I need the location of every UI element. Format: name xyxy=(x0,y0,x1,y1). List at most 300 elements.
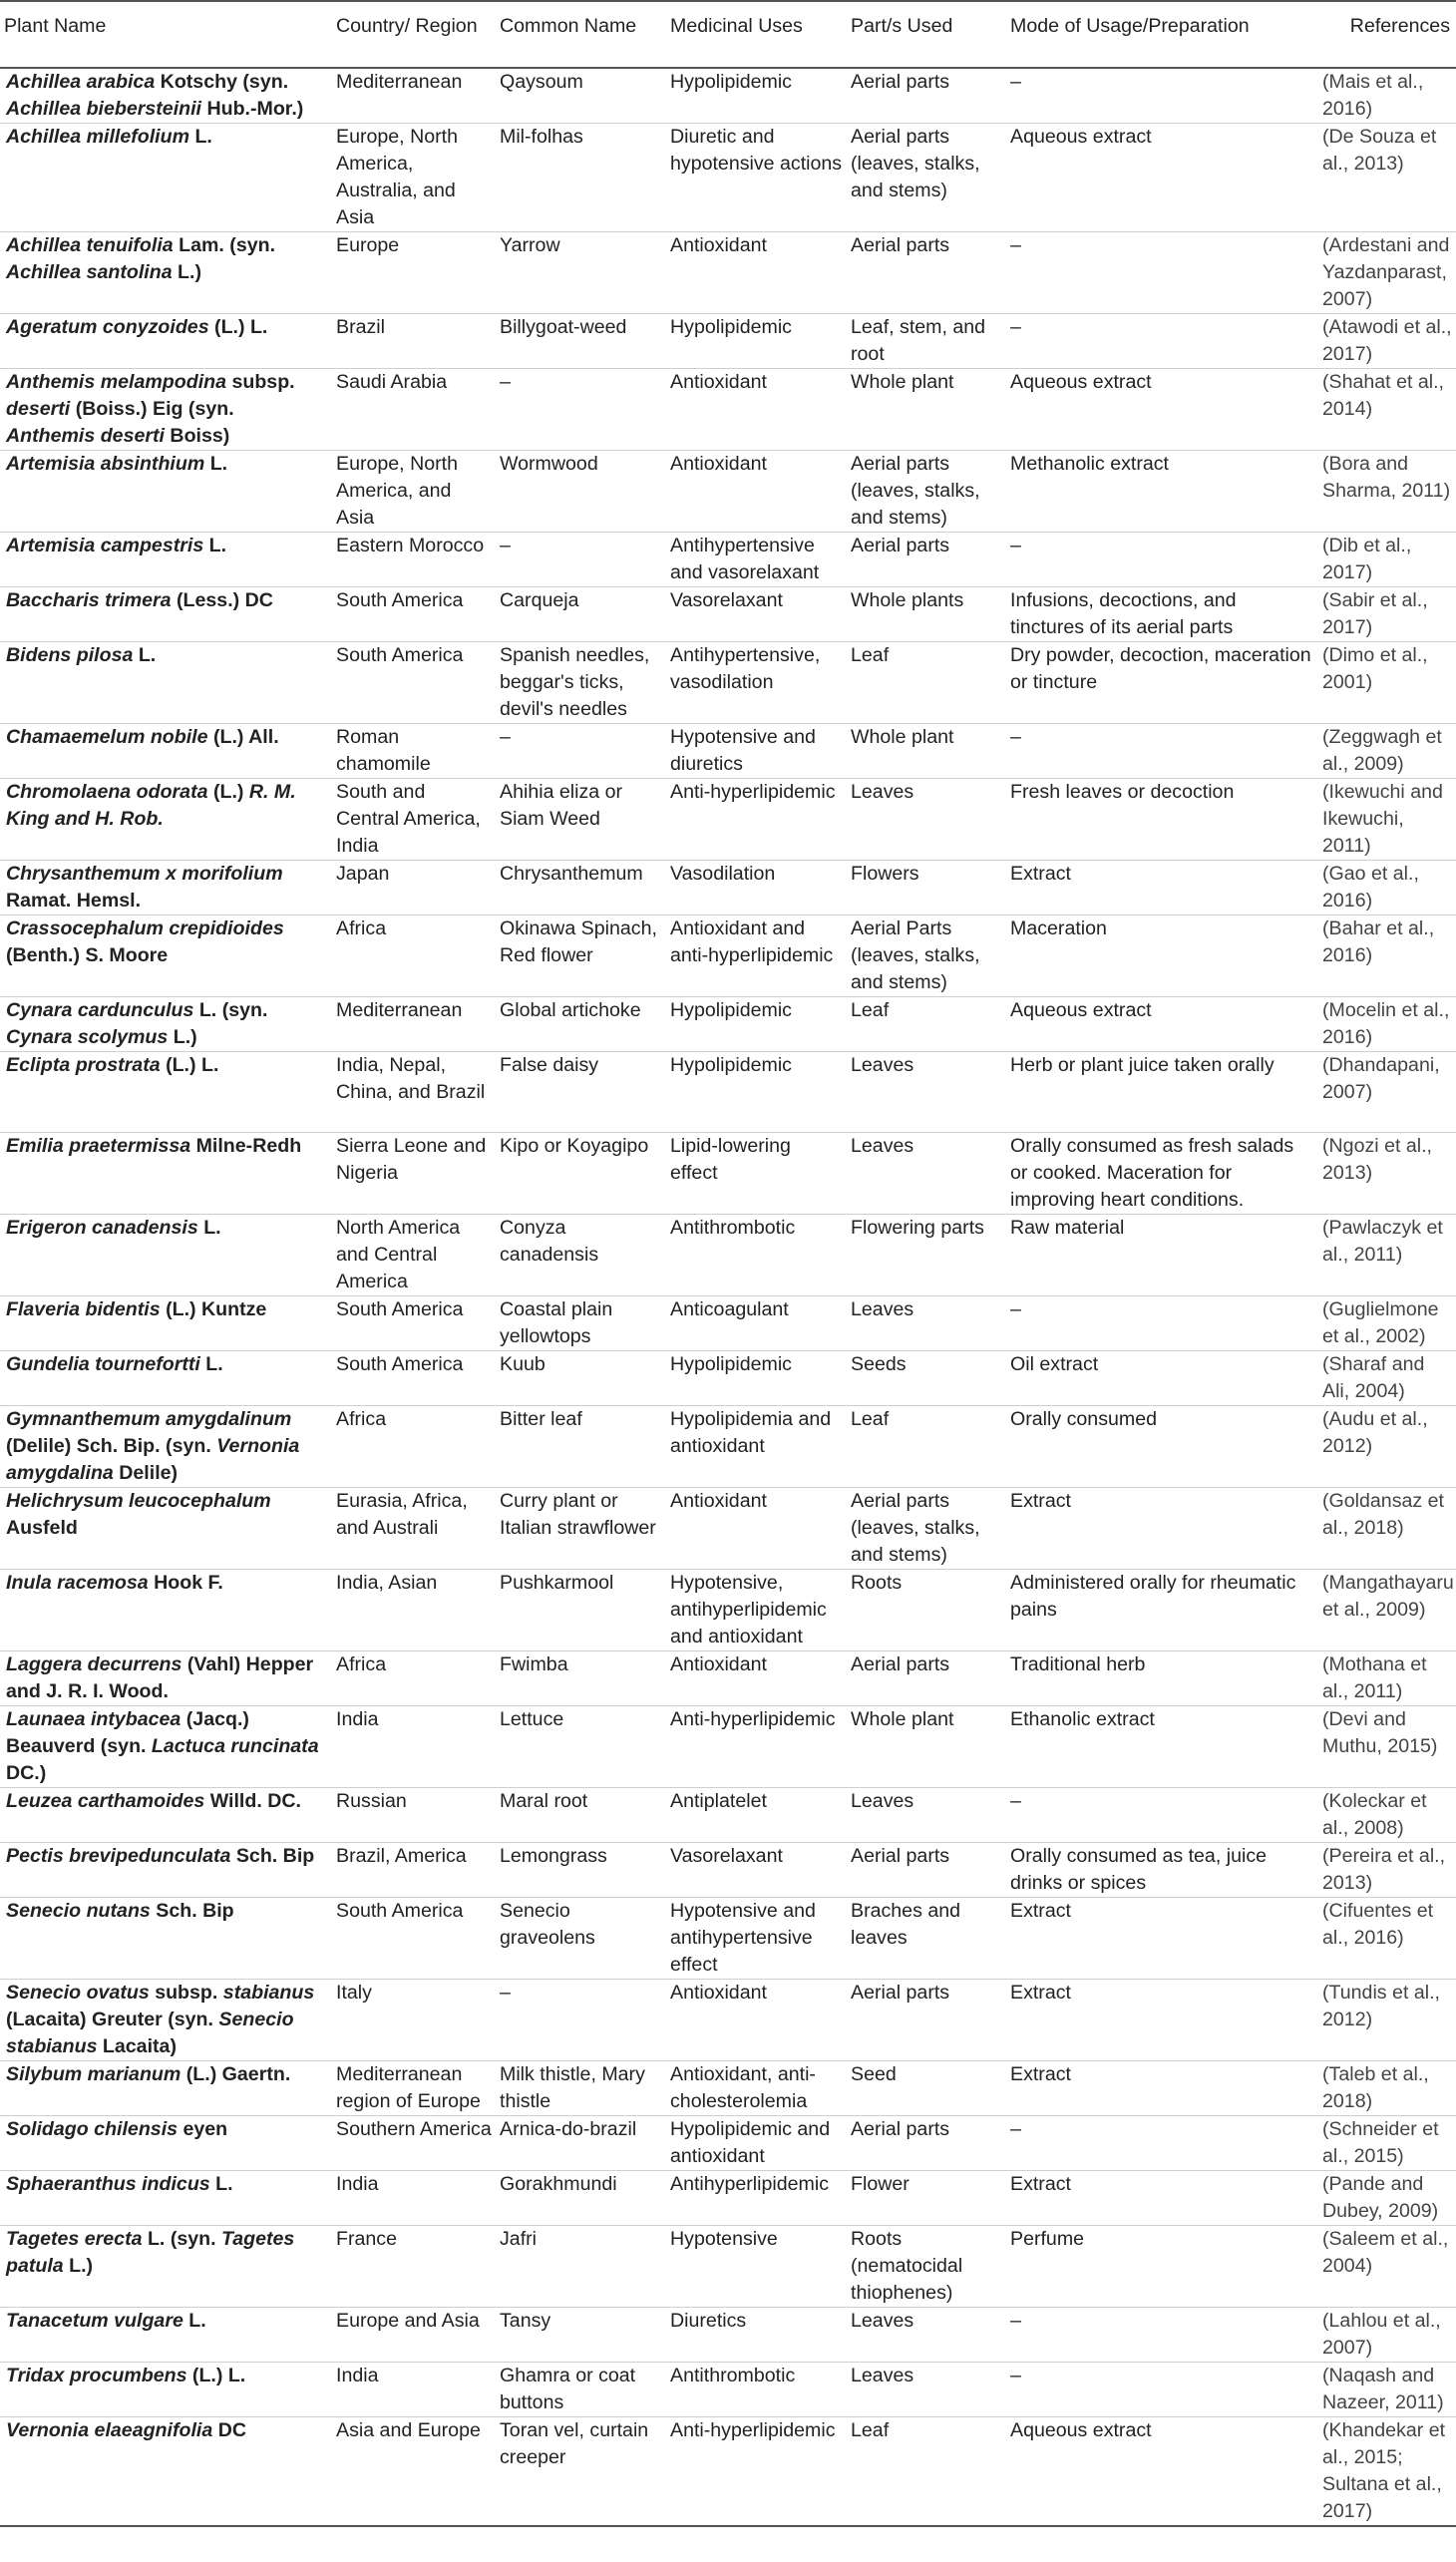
cell-common-name: Yarrow xyxy=(496,232,666,314)
table-row xyxy=(0,451,1456,533)
cell-mode-of-usage: Orally consumed as fresh salads or cooked. Maceration for improving heart conditions. xyxy=(1006,1133,1318,1215)
plant-name-text: (L.) L. xyxy=(208,316,268,338)
table-row xyxy=(0,1406,1456,1488)
cell-common-name: Gorakhmundi xyxy=(496,2171,666,2226)
cell-references: (Pereira et al., 2013) xyxy=(1318,1843,1456,1898)
cell-plant-name xyxy=(0,2363,332,2417)
cell-plant-name xyxy=(0,2417,332,2527)
cell-medicinal-uses: Antithrombotic xyxy=(666,2363,847,2417)
cell-plant-name xyxy=(0,1788,332,1843)
cell-country: Brazil xyxy=(332,314,496,369)
cell-country: Saudi Arabia xyxy=(332,369,496,451)
cell-medicinal-uses: Antioxidant xyxy=(666,369,847,451)
plant-name-text: (Less.) DC xyxy=(171,589,273,611)
cell-mode-of-usage: Orally consumed as tea, juice drinks or spices xyxy=(1006,1843,1318,1898)
cell-country: India xyxy=(332,2171,496,2226)
plant-name-italic: Baccharis trimera xyxy=(6,589,172,611)
plant-name-text: L. xyxy=(182,2310,206,2332)
cell-country: Africa xyxy=(332,1651,496,1706)
plant-name-italic: R. M. King and H. Rob. xyxy=(6,781,296,830)
table-row xyxy=(0,1133,1456,1215)
plant-name-text: Sch. Bip xyxy=(150,1900,234,1922)
plant-name-italic: Chrysanthemum x morifolium xyxy=(6,863,283,885)
table-row xyxy=(0,997,1456,1052)
table-row xyxy=(0,1052,1456,1133)
cell-parts-used: Aerial parts xyxy=(847,533,1006,587)
cell-parts-used: Aerial parts xyxy=(847,1843,1006,1898)
cell-medicinal-uses: Antiplatelet xyxy=(666,1788,847,1843)
cell-plant-name xyxy=(0,533,332,587)
plant-name-italic: Gundelia tournefortti xyxy=(6,1353,200,1375)
table-row xyxy=(0,369,1456,451)
cell-common-name: Bitter leaf xyxy=(496,1406,666,1488)
cell-medicinal-uses: Antioxidant xyxy=(666,1651,847,1706)
cell-parts-used: Seeds xyxy=(847,1351,1006,1406)
cell-common-name: Global artichoke xyxy=(496,997,666,1052)
cell-mode-of-usage: Traditional herb xyxy=(1006,1651,1318,1706)
cell-plant-name xyxy=(0,1351,332,1406)
cell-mode-of-usage: – xyxy=(1006,68,1318,124)
cell-parts-used: Leaves xyxy=(847,1788,1006,1843)
header-references: References xyxy=(1318,1,1456,68)
plant-name-text: (L.) All. xyxy=(207,726,279,748)
cell-country: Africa xyxy=(332,1406,496,1488)
plant-name-italic: Inula racemosa xyxy=(6,1572,149,1594)
cell-country: Eurasia, Africa, and Australi xyxy=(332,1488,496,1570)
plant-name-italic: Crassocephalum crepidioides xyxy=(6,917,284,939)
cell-country: South and Central America, India xyxy=(332,779,496,861)
cell-references: (Mangathayaru et al., 2009) xyxy=(1318,1570,1456,1651)
cell-parts-used: Leaves xyxy=(847,2308,1006,2363)
cell-country: Europe, North America, and Asia xyxy=(332,451,496,533)
plant-name-text: L. xyxy=(197,1217,221,1239)
cell-country: Southern America xyxy=(332,2116,496,2171)
cell-mode-of-usage: Aqueous extract xyxy=(1006,997,1318,1052)
plant-name-text: Lacaita) xyxy=(97,2035,177,2057)
cell-common-name: – xyxy=(496,533,666,587)
cell-mode-of-usage: Extract xyxy=(1006,1980,1318,2061)
table-row xyxy=(0,1980,1456,2061)
plant-name-text: L.) xyxy=(172,261,201,283)
table-row xyxy=(0,2226,1456,2308)
cell-references: (Mothana et al., 2011) xyxy=(1318,1651,1456,1706)
cell-medicinal-uses: Hypotensive and antihypertensive effect xyxy=(666,1898,847,1980)
cell-medicinal-uses: Anti-hyperlipidemic xyxy=(666,2417,847,2527)
plant-name-italic: Senecio nutans xyxy=(6,1900,151,1922)
plant-name-italic: Tridax procumbens xyxy=(6,2365,187,2386)
plant-name-italic: Launaea intybacea xyxy=(6,1708,182,1730)
cell-references: (Audu et al., 2012) xyxy=(1318,1406,1456,1488)
table-row xyxy=(0,2171,1456,2226)
plant-name-italic: Achillea tenuifolia xyxy=(6,234,174,256)
cell-plant-name xyxy=(0,642,332,724)
plant-name-text: DC xyxy=(212,2419,246,2441)
cell-parts-used: Roots xyxy=(847,1570,1006,1651)
cell-references: (Ardestani and Yazdanparast, 2007) xyxy=(1318,232,1456,314)
cell-parts-used: Roots (nematocidal thiophenes) xyxy=(847,2226,1006,2308)
cell-plant-name xyxy=(0,587,332,642)
cell-medicinal-uses: Hypolipidemic xyxy=(666,997,847,1052)
plant-name-italic: Erigeron canadensis xyxy=(6,1217,198,1239)
cell-references: (De Souza et al., 2013) xyxy=(1318,124,1456,232)
cell-references: (Ngozi et al., 2013) xyxy=(1318,1133,1456,1215)
plant-name-italic: Artemisia absinthium xyxy=(6,453,205,475)
cell-plant-name xyxy=(0,997,332,1052)
cell-medicinal-uses: Anti-hyperlipidemic xyxy=(666,1706,847,1788)
table-row xyxy=(0,124,1456,232)
cell-references: (Naqash and Nazeer, 2011) xyxy=(1318,2363,1456,2417)
cell-parts-used: Aerial parts xyxy=(847,232,1006,314)
cell-references: (Dimo et al., 2001) xyxy=(1318,642,1456,724)
plant-name-text: Ramat. Hemsl. xyxy=(6,890,142,912)
cell-mode-of-usage: Extract xyxy=(1006,1488,1318,1570)
table-row xyxy=(0,1788,1456,1843)
cell-country: South America xyxy=(332,642,496,724)
plant-name-text: Delile) xyxy=(113,1462,179,1484)
cell-medicinal-uses: Hypolipidemic xyxy=(666,314,847,369)
cell-mode-of-usage: Oil extract xyxy=(1006,1351,1318,1406)
header-medicinal-uses: Medicinal Uses xyxy=(666,1,847,68)
cell-mode-of-usage: Dry powder, decoction, maceration or tincture xyxy=(1006,642,1318,724)
cell-country: South America xyxy=(332,1296,496,1351)
cell-country: South America xyxy=(332,587,496,642)
plant-name-text: L. xyxy=(209,2173,233,2195)
cell-references: (Atawodi et al., 2017) xyxy=(1318,314,1456,369)
table-row xyxy=(0,724,1456,779)
cell-parts-used: Aerial parts (leaves, stalks, and stems) xyxy=(847,451,1006,533)
table-row xyxy=(0,1215,1456,1296)
cell-references: (Guglielmone et al., 2002) xyxy=(1318,1296,1456,1351)
plant-name-text: eyen xyxy=(178,2118,228,2140)
cell-medicinal-uses: Hypotensive, antihyperlipidemic and antioxidant xyxy=(666,1570,847,1651)
cell-references: (Zeggwagh et al., 2009) xyxy=(1318,724,1456,779)
plant-name-text: (Lacaita) Greuter (syn. xyxy=(6,2009,219,2030)
plant-name-text: subsp. xyxy=(149,1982,223,2004)
cell-references: (Shahat et al., 2014) xyxy=(1318,369,1456,451)
cell-references: (Mocelin et al., 2016) xyxy=(1318,997,1456,1052)
cell-parts-used: Aerial parts xyxy=(847,68,1006,124)
table-row xyxy=(0,1898,1456,1980)
plant-name-text: L. xyxy=(199,1353,223,1375)
cell-country: Europe and Asia xyxy=(332,2308,496,2363)
table-row xyxy=(0,1488,1456,1570)
cell-medicinal-uses: Lipid-lowering effect xyxy=(666,1133,847,1215)
cell-references: (Dib et al., 2017) xyxy=(1318,533,1456,587)
plant-name-text: (Delile) Sch. Bip. (syn. xyxy=(6,1435,217,1457)
cell-common-name: – xyxy=(496,724,666,779)
plant-name-italic: Chamaemelum nobile xyxy=(6,726,208,748)
cell-references: (Goldansaz et al., 2018) xyxy=(1318,1488,1456,1570)
cell-mode-of-usage: Extract xyxy=(1006,1898,1318,1980)
cell-parts-used: Leaves xyxy=(847,2363,1006,2417)
cell-common-name: Chrysanthemum xyxy=(496,861,666,915)
cell-mode-of-usage: Herb or plant juice taken orally xyxy=(1006,1052,1318,1133)
cell-common-name: Arnica-do-brazil xyxy=(496,2116,666,2171)
cell-country: Mediterranean xyxy=(332,997,496,1052)
cell-common-name: Milk thistle, Mary thistle xyxy=(496,2061,666,2116)
table-header-row xyxy=(0,1,1456,68)
cell-medicinal-uses: Antioxidant xyxy=(666,232,847,314)
cell-mode-of-usage: Extract xyxy=(1006,2061,1318,2116)
cell-country: South America xyxy=(332,1898,496,1980)
table-row xyxy=(0,1843,1456,1898)
cell-common-name: Jafri xyxy=(496,2226,666,2308)
plant-name-text: L. xyxy=(189,126,212,148)
plant-name-text: L. xyxy=(203,535,227,556)
table-row xyxy=(0,779,1456,861)
cell-medicinal-uses: Vasodilation xyxy=(666,861,847,915)
table-row xyxy=(0,642,1456,724)
plant-name-text: (L.) Gaertn. xyxy=(181,2063,291,2085)
cell-references: (Khandekar et al., 2015; Sultana et al., 2017) xyxy=(1318,2417,1456,2527)
cell-common-name: Kuub xyxy=(496,1351,666,1406)
cell-parts-used: Aerial parts (leaves, stalks, and stems) xyxy=(847,124,1006,232)
cell-parts-used: Seed xyxy=(847,2061,1006,2116)
plant-name-text: (Jacq.) Beauverd (syn. xyxy=(6,1708,249,1757)
cell-mode-of-usage: – xyxy=(1006,2308,1318,2363)
cell-references: (Pawlaczyk et al., 2011) xyxy=(1318,1215,1456,1296)
table-row xyxy=(0,533,1456,587)
plant-name-italic: Senecio ovatus xyxy=(6,1982,150,2004)
cell-mode-of-usage: Infusions, decoctions, and tinctures of its aerial parts xyxy=(1006,587,1318,642)
plant-name-text: L. (syn. xyxy=(142,2228,221,2250)
plant-name-text: Hook F. xyxy=(148,1572,223,1594)
plant-name-text: L. (syn. xyxy=(193,999,268,1021)
cell-medicinal-uses: Hypolipidemic xyxy=(666,1052,847,1133)
cell-parts-used: Leaves xyxy=(847,779,1006,861)
cell-plant-name xyxy=(0,2308,332,2363)
cell-references: (Ikewuchi and Ikewuchi, 2011) xyxy=(1318,779,1456,861)
cell-medicinal-uses: Antioxidant, anti-cholesterolemia xyxy=(666,2061,847,2116)
cell-mode-of-usage: Aqueous extract xyxy=(1006,369,1318,451)
cell-plant-name xyxy=(0,124,332,232)
plant-name-text: Milne-Redh xyxy=(190,1135,302,1157)
cell-common-name: Curry plant or Italian strawflower xyxy=(496,1488,666,1570)
cell-mode-of-usage: Methanolic extract xyxy=(1006,451,1318,533)
cell-medicinal-uses: Hypolipidemic and antioxidant xyxy=(666,2116,847,2171)
plant-name-italic: Senecio stabianus xyxy=(6,2009,294,2057)
cell-country: India, Nepal, China, and Brazil xyxy=(332,1052,496,1133)
plant-name-text: L. xyxy=(204,453,228,475)
plant-name-italic: Anthemis melampodina xyxy=(6,371,227,393)
table-row xyxy=(0,68,1456,124)
cell-medicinal-uses: Antioxidant xyxy=(666,1980,847,2061)
cell-plant-name xyxy=(0,1898,332,1980)
cell-plant-name xyxy=(0,2171,332,2226)
cell-mode-of-usage: – xyxy=(1006,724,1318,779)
cell-mode-of-usage: Administered orally for rheumatic pains xyxy=(1006,1570,1318,1651)
cell-parts-used: Aerial parts xyxy=(847,1980,1006,2061)
cell-mode-of-usage: Perfume xyxy=(1006,2226,1318,2308)
table-row xyxy=(0,915,1456,997)
plant-name-italic: Achillea millefolium xyxy=(6,126,190,148)
plant-name-italic: Silybum marianum xyxy=(6,2063,182,2085)
cell-common-name: Qaysoum xyxy=(496,68,666,124)
cell-country: India, Asian xyxy=(332,1570,496,1651)
cell-parts-used: Whole plant xyxy=(847,724,1006,779)
cell-mode-of-usage: Orally consumed xyxy=(1006,1406,1318,1488)
plant-name-italic: Achillea arabica xyxy=(6,71,156,93)
cell-plant-name xyxy=(0,1133,332,1215)
cell-references: (Pande and Dubey, 2009) xyxy=(1318,2171,1456,2226)
cell-country: Mediterranean xyxy=(332,68,496,124)
table-row xyxy=(0,1351,1456,1406)
plant-name-text: (Boiss.) Eig (syn. xyxy=(70,398,234,420)
cell-medicinal-uses: Hypolipidemia and antioxidant xyxy=(666,1406,847,1488)
plant-name-text: Boiss) xyxy=(164,425,230,447)
plant-name-italic: Anthemis deserti xyxy=(6,425,165,447)
table-row xyxy=(0,1651,1456,1706)
cell-common-name: Lettuce xyxy=(496,1706,666,1788)
cell-medicinal-uses: Antihyperlipidemic xyxy=(666,2171,847,2226)
table-row xyxy=(0,861,1456,915)
cell-parts-used: Whole plant xyxy=(847,1706,1006,1788)
cell-country: India xyxy=(332,1706,496,1788)
cell-medicinal-uses: Antithrombotic xyxy=(666,1215,847,1296)
cell-plant-name xyxy=(0,1052,332,1133)
cell-references: (Bora and Sharma, 2011) xyxy=(1318,451,1456,533)
cell-medicinal-uses: Antioxidant xyxy=(666,1488,847,1570)
cell-parts-used: Aerial Parts (leaves, stalks, and stems) xyxy=(847,915,1006,997)
cell-common-name: False daisy xyxy=(496,1052,666,1133)
cell-references: (Lahlou et al., 2007) xyxy=(1318,2308,1456,2363)
cell-references: (Saleem et al., 2004) xyxy=(1318,2226,1456,2308)
table-row xyxy=(0,1570,1456,1651)
table-row xyxy=(0,1706,1456,1788)
plant-name-italic: Vernonia amygdalina xyxy=(6,1435,300,1484)
plant-name-text: L. xyxy=(133,644,157,666)
cell-references: (Koleckar et al., 2008) xyxy=(1318,1788,1456,1843)
plant-name-italic: Tagetes erecta xyxy=(6,2228,143,2250)
cell-medicinal-uses: Anticoagulant xyxy=(666,1296,847,1351)
table-row xyxy=(0,2363,1456,2417)
plant-name-italic: Ageratum conyzoides xyxy=(6,316,209,338)
plant-name-text: (Vahl) Hepper and J. R. I. Wood. xyxy=(6,1653,314,1702)
cell-country: Italy xyxy=(332,1980,496,2061)
header-mode-of-usage: Mode of Usage/Preparation xyxy=(1006,1,1318,68)
cell-parts-used: Aerial parts (leaves, stalks, and stems) xyxy=(847,1488,1006,1570)
cell-common-name: Wormwood xyxy=(496,451,666,533)
plant-name-text: (L.) L. xyxy=(186,2365,246,2386)
cell-references: (Taleb et al., 2018) xyxy=(1318,2061,1456,2116)
cell-mode-of-usage: – xyxy=(1006,2363,1318,2417)
cell-plant-name xyxy=(0,232,332,314)
cell-plant-name xyxy=(0,314,332,369)
table-row xyxy=(0,2116,1456,2171)
cell-country: Asia and Europe xyxy=(332,2417,496,2527)
cell-mode-of-usage: Extract xyxy=(1006,861,1318,915)
cell-mode-of-usage: Ethanolic extract xyxy=(1006,1706,1318,1788)
cell-plant-name xyxy=(0,861,332,915)
plant-name-text: subsp. xyxy=(226,371,295,393)
cell-parts-used: Flowers xyxy=(847,861,1006,915)
plant-name-italic: Cynara scolymus xyxy=(6,1026,169,1048)
cell-references: (Tundis et al., 2012) xyxy=(1318,1980,1456,2061)
plant-name-italic: Artemisia campestris xyxy=(6,535,204,556)
plant-name-italic: Chromolaena odorata xyxy=(6,781,208,803)
cell-country: North America and Central America xyxy=(332,1215,496,1296)
cell-common-name: – xyxy=(496,369,666,451)
plant-name-italic: Bidens pilosa xyxy=(6,644,134,666)
plant-name-italic: Helichrysum leucocephalum xyxy=(6,1490,271,1512)
cell-country: Mediterranean region of Europe xyxy=(332,2061,496,2116)
cell-common-name: Conyza canadensis xyxy=(496,1215,666,1296)
plant-name-text: DC.) xyxy=(6,1762,47,1784)
plant-name-text: Sch. Bip xyxy=(230,1845,315,1867)
cell-mode-of-usage: Raw material xyxy=(1006,1215,1318,1296)
cell-common-name: Pushkarmool xyxy=(496,1570,666,1651)
cell-medicinal-uses: Antioxidant xyxy=(666,451,847,533)
cell-country: India xyxy=(332,2363,496,2417)
plant-name-italic: Tanacetum vulgare xyxy=(6,2310,183,2332)
cell-common-name: Coastal plain yellowtops xyxy=(496,1296,666,1351)
cell-common-name: – xyxy=(496,1980,666,2061)
cell-country: South America xyxy=(332,1351,496,1406)
table-row xyxy=(0,2061,1456,2116)
plant-name-italic: Vernonia elaeagnifolia xyxy=(6,2419,213,2441)
plant-name-text: Ausfeld xyxy=(6,1517,78,1539)
cell-parts-used: Leaves xyxy=(847,1133,1006,1215)
cell-plant-name xyxy=(0,1215,332,1296)
cell-medicinal-uses: Antihypertensive and vasorelaxant xyxy=(666,533,847,587)
cell-country: Japan xyxy=(332,861,496,915)
cell-plant-name xyxy=(0,369,332,451)
cell-country: Europe xyxy=(332,232,496,314)
plant-name-italic: Tagetes patula xyxy=(6,2228,295,2277)
plant-name-text: (L.) xyxy=(207,781,249,803)
cell-common-name: Toran vel, curtain creeper xyxy=(496,2417,666,2527)
cell-references: (Cifuentes et al., 2016) xyxy=(1318,1898,1456,1980)
cell-parts-used: Aerial parts xyxy=(847,2116,1006,2171)
plant-name-text: Willd. DC. xyxy=(204,1790,301,1812)
plant-name-text: (L.) L. xyxy=(160,1054,219,1076)
plant-name-italic: Solidago chilensis xyxy=(6,2118,179,2140)
cell-common-name: Mil-folhas xyxy=(496,124,666,232)
cell-plant-name xyxy=(0,915,332,997)
table-row xyxy=(0,587,1456,642)
plant-name-italic: Eclipta prostrata xyxy=(6,1054,161,1076)
cell-common-name: Maral root xyxy=(496,1788,666,1843)
cell-country: Brazil, America xyxy=(332,1843,496,1898)
plant-name-text: Lam. (syn. xyxy=(173,234,276,256)
cell-mode-of-usage: – xyxy=(1006,232,1318,314)
cell-common-name: Kipo or Koyagipo xyxy=(496,1133,666,1215)
table-row xyxy=(0,314,1456,369)
cell-medicinal-uses: Hypolipidemic xyxy=(666,1351,847,1406)
plant-name-italic: deserti xyxy=(6,398,71,420)
plant-name-italic: Achillea biebersteinii xyxy=(6,98,202,120)
plant-name-text: Hub.-Mor.) xyxy=(201,98,304,120)
cell-parts-used: Whole plants xyxy=(847,587,1006,642)
cell-common-name: Okinawa Spinach, Red flower xyxy=(496,915,666,997)
plant-name-italic: stabianus xyxy=(222,1982,315,2004)
cell-common-name: Ghamra or coat buttons xyxy=(496,2363,666,2417)
plant-name-italic: Flaveria bidentis xyxy=(6,1298,161,1320)
cell-references: (Gao et al., 2016) xyxy=(1318,861,1456,915)
cell-country: France xyxy=(332,2226,496,2308)
plant-name-text: (L.) Kuntze xyxy=(160,1298,267,1320)
plant-name-text: Kotschy (syn. xyxy=(155,71,289,93)
cell-references: (Sharaf and Ali, 2004) xyxy=(1318,1351,1456,1406)
cell-plant-name xyxy=(0,1570,332,1651)
cell-medicinal-uses: Hypotensive and diuretics xyxy=(666,724,847,779)
cell-parts-used: Leaves xyxy=(847,1052,1006,1133)
cell-medicinal-uses: Vasorelaxant xyxy=(666,587,847,642)
cell-parts-used: Leaf, stem, and root xyxy=(847,314,1006,369)
cell-common-name: Ahihia eliza or Siam Weed xyxy=(496,779,666,861)
cell-plant-name xyxy=(0,779,332,861)
cell-mode-of-usage: Extract xyxy=(1006,2171,1318,2226)
